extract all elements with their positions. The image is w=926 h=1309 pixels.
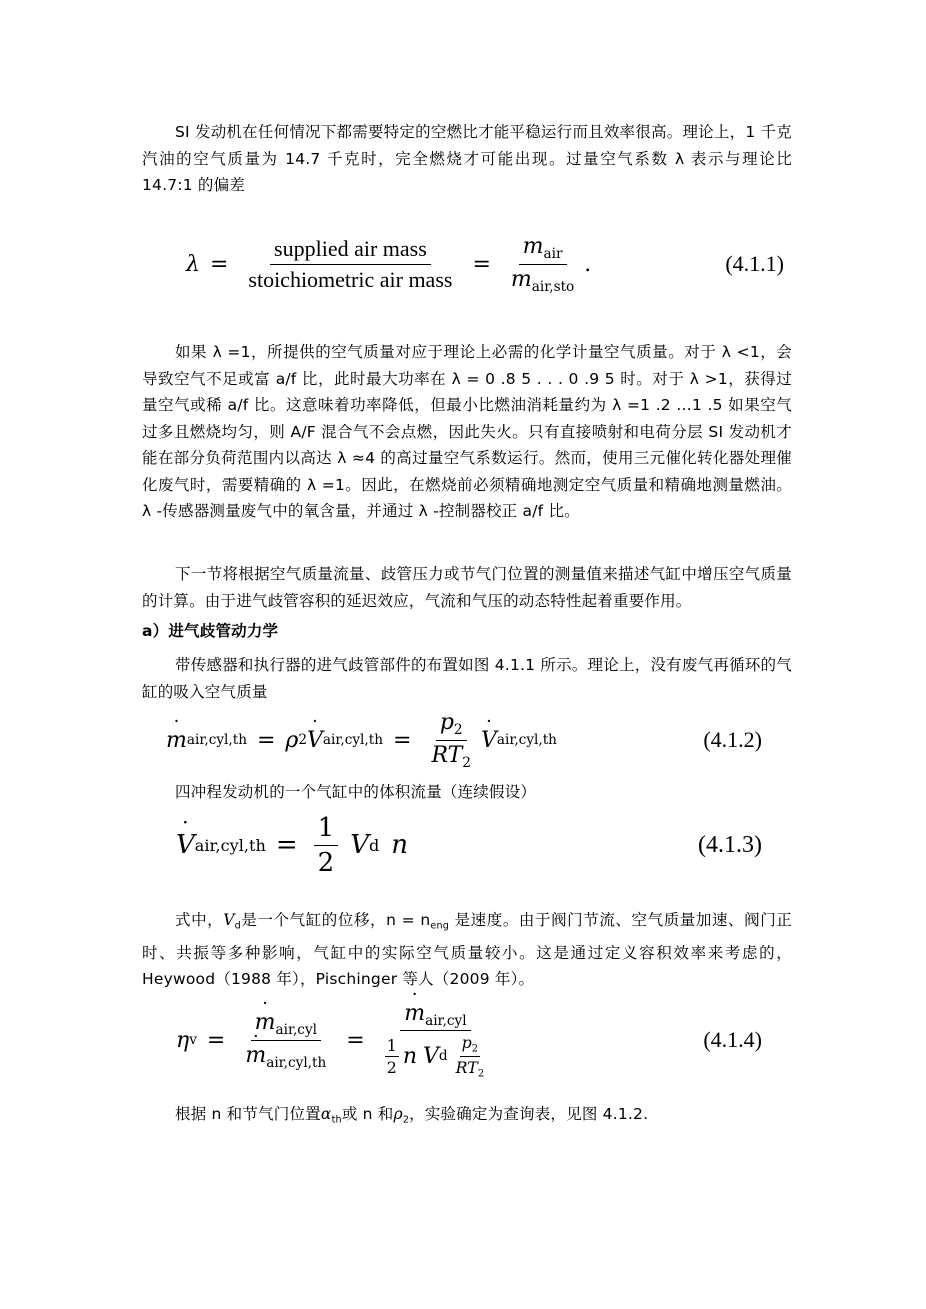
eq2-mdot: ˙ m bbox=[166, 728, 187, 753]
eq1-m-num: m bbox=[522, 233, 544, 259]
eq4-n: n bbox=[402, 1043, 417, 1069]
eq4-p-over-rt: $\frac{p_2}{RT_2}$ bbox=[455, 1033, 485, 1080]
eq4-f1-den-sub: air,cyl,th bbox=[266, 1054, 327, 1071]
eq4-f1-num-sub: air,cyl bbox=[275, 1021, 317, 1038]
eq2-rho: ρ bbox=[285, 727, 299, 753]
eq2-fraction bbox=[427, 710, 475, 771]
eq1-m-den-sub: air,sto bbox=[531, 278, 575, 295]
eq3-number: (4.1.3) bbox=[698, 831, 762, 858]
eq3-vdot-sub: air,cyl,th bbox=[194, 835, 266, 855]
eq3-n: n bbox=[391, 830, 409, 860]
eq1-m-den: m bbox=[510, 266, 532, 292]
eq2-p-sub: 2 bbox=[453, 721, 463, 738]
eq3-vd: V bbox=[350, 830, 369, 860]
inline-rho-sub: 2 bbox=[402, 1114, 410, 1126]
eq2-vdot: ˙ V bbox=[307, 728, 323, 753]
eq4-number: (4.1.4) bbox=[703, 1027, 762, 1052]
eq2-p: p bbox=[439, 709, 454, 735]
paragraph-manifold: 带传感器和执行器的进气歧管部件的布置如图 4.1.1 所示。理论上，没有废气再循环的气缸的吸入空气质量 bbox=[142, 656, 792, 701]
eq4-eta: η bbox=[176, 1027, 190, 1053]
eq4-f1-den: ˙ m bbox=[245, 1043, 266, 1068]
equation-4-1-4: η v = ˙ $m_{air,cyl}$ ˙ $m_{air,cyl,th}$ = ˙ $m_{air,cyl}$ $\frac{1}{2}$ n V d $\frac{p_2}{RT_2}$ (4.1.4) bbox=[142, 1004, 792, 1076]
eq4-fraction-2 bbox=[381, 1001, 490, 1080]
eq4-f2-num: ˙ m bbox=[404, 1001, 425, 1026]
inline-n-eng: n = n bbox=[386, 911, 431, 929]
section-heading: a）进气歧管动力学 bbox=[142, 622, 279, 640]
eq1-number: (4.1.1) bbox=[725, 251, 784, 276]
eq1-equals: = bbox=[209, 251, 229, 277]
eq4-half: $\frac{1}{2}$ bbox=[386, 1035, 397, 1077]
inline-n-eng-sub: eng bbox=[430, 920, 450, 932]
paragraph-displacement: 式中，$V_d$是一个气缸的位移，$n = n_{eng}$ 是速度。由于阀门节流、空气质量加速、阀门正时、共振等多种影响，气缸中的实际空气质量较小。这是通过定义容积效率来考虑的，Heywood（1988 年），Pischinger 等人（2009 年）。 bbox=[142, 911, 792, 989]
equation-4-1-3: ˙ V air,cyl,th = $\frac{1}{2}$ V d n (4.1.3) bbox=[142, 812, 792, 878]
eq3-vdot: ˙ V bbox=[176, 830, 195, 860]
paragraph-next-section: 下一节将根据空气质量流量、歧管压力或节气门位置的测量值来描述气缸中增压空气质量的计算。由于进气歧管容积的延迟效应，气流和气压的动态特性起着重要作用。 bbox=[142, 565, 792, 610]
eq1-period: . bbox=[584, 251, 592, 277]
eq3-half bbox=[314, 813, 339, 878]
paragraph-volume-flow: 四冲程发动机的一个气缸中的体积流量（连续假设） bbox=[175, 783, 537, 801]
equation-4-1-2: ˙ m air,cyl,th = ρ 2 ˙ V air,cyl,th = $\frac{p_2}{RT_2}$ ˙ V air,cyl,th (4.1.2) bbox=[142, 712, 792, 768]
eq1-frac-denominator: stoichiometric air mass bbox=[248, 266, 453, 292]
eq2-vdot-2: ˙ V bbox=[481, 728, 497, 753]
eq1-frac-numerator: supplied air mass bbox=[270, 236, 431, 265]
eq4-f2-num-sub: air,cyl bbox=[425, 1012, 467, 1029]
eq3-half-den: 2 bbox=[317, 847, 335, 878]
eq1-fraction-words bbox=[244, 236, 456, 293]
eq2-number: (4.1.2) bbox=[703, 727, 762, 752]
eq1-fraction-symbols bbox=[507, 234, 578, 295]
eq4-f1-num: ˙ m bbox=[255, 1010, 276, 1035]
inline-vd-sub: d bbox=[234, 920, 241, 932]
eq2-rt-sub: 2 bbox=[462, 754, 471, 771]
eq4-fraction-1 bbox=[241, 1010, 330, 1071]
eq2-vdot-2-sub: air,cyl,th bbox=[496, 732, 557, 748]
eq2-vdot-sub: air,cyl,th bbox=[322, 732, 383, 748]
eq2-mdot-sub: air,cyl,th bbox=[186, 732, 247, 748]
equation-4-1-1 bbox=[142, 232, 792, 296]
eq2-rho-sub: 2 bbox=[298, 732, 308, 748]
eq3-vd-sub: d bbox=[368, 835, 380, 855]
eq4-eta-sub: v bbox=[189, 1032, 197, 1048]
paragraph-lookup: 根据 n 和节气门位置$\alpha_{th}$或 n 和$\rho_2$，实验确定为查询表，见图 4.1.2. bbox=[175, 1105, 649, 1126]
eq4-vd-sub: d bbox=[438, 1048, 448, 1065]
inline-alpha-sub: th bbox=[331, 1114, 342, 1126]
eq2-rt: RT bbox=[431, 742, 463, 768]
inline-rho: ρ bbox=[393, 1105, 403, 1123]
eq1-equals-2: = bbox=[472, 251, 491, 277]
inline-vd: V bbox=[223, 911, 235, 929]
paragraph-intro: SI 发动机在任何情况下都需要特定的空燃比才能平稳运行而且效率很高。理论上，1 千克汽油的空气质量为 14.7 千克时，完全燃烧才可能出现。过量空气系数 λ 表示与理论比 14.7:1 的偏差 bbox=[142, 123, 792, 194]
eq1-lambda: λ bbox=[186, 251, 200, 277]
eq3-half-num: 1 bbox=[314, 813, 339, 846]
inline-alpha: α bbox=[320, 1105, 332, 1123]
paragraph-lambda: 如果 λ =1，所提供的空气质量对应于理论上必需的化学计量空气质量。对于 λ <1，会导致空气不足或富 a/f 比，此时最大功率在 λ = 0 .8 5 . . . 0 .9 5 时。对于 λ >1，获得过量空气或稀 a/f 比。这意味着功率降低，但最小比燃油消耗量约为 λ =1 .2 …1 .5 如果空气过多且燃烧均匀，则 A/F 混合气不会点燃，因此失火。只有直接喷射和电荷分层 SI 发动机才能在部分负荷范围内以高达 λ ≈4 的高过量空气系数运行。然而，使用三元催化转化器处理催化废气时，需要精确的 λ =1。因此，在燃烧前必须精确地测定空气质量和精确地测量燃油。 λ -传感器测量废气中的氧含量，并通过 λ -控制器校正 a/f 比。 bbox=[142, 343, 792, 520]
eq1-m-num-sub: air bbox=[543, 245, 563, 262]
eq4-vd: V bbox=[422, 1043, 439, 1069]
